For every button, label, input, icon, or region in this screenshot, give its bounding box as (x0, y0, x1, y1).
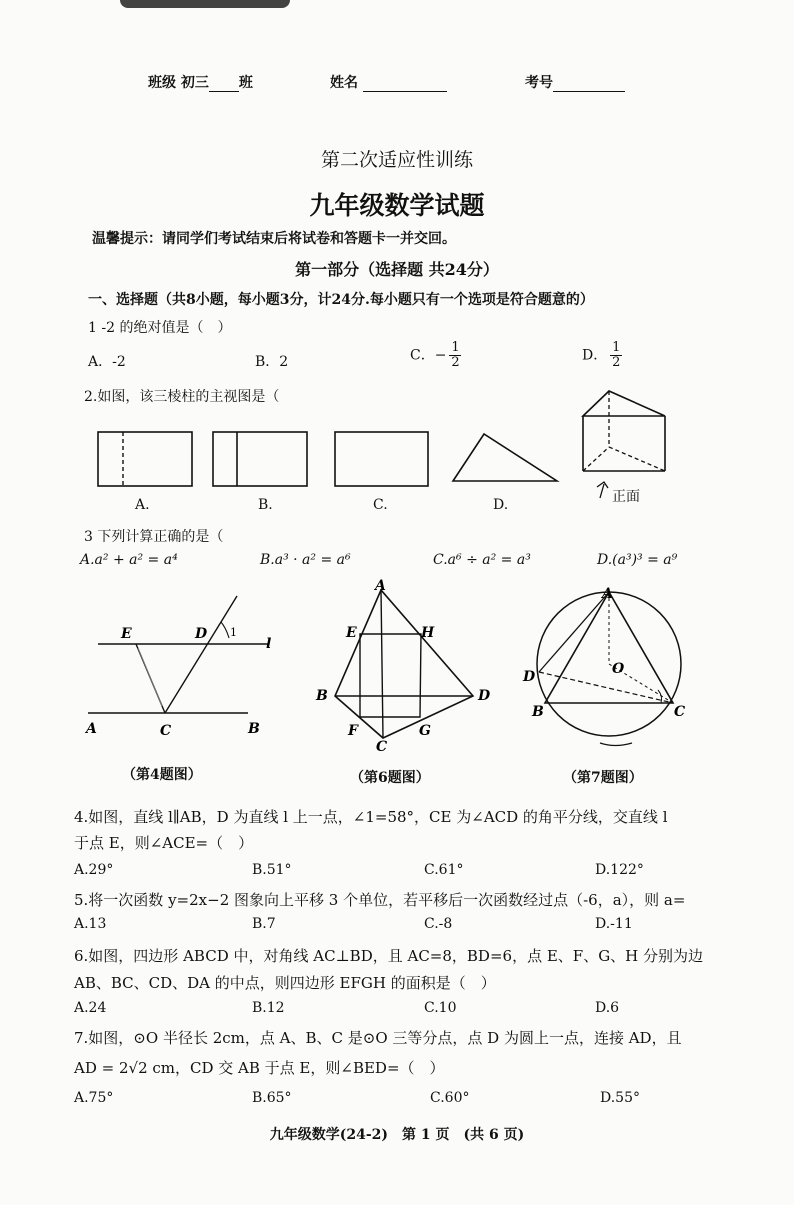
q2-figure-a[interactable] (98, 432, 192, 486)
q1-option-a[interactable]: A．-2 (88, 354, 126, 370)
fig6-point-h: H (421, 625, 435, 641)
fig4-diagram (84, 596, 271, 739)
class-field (148, 72, 253, 92)
page-footer: 九年级数学(24-2) 第 1 页 (共 6 页) (269, 1127, 525, 1143)
page-title: 九年级数学试题 (309, 191, 485, 220)
q1-c-den: 2 (451, 355, 460, 370)
q4-option-a[interactable]: A.29° (74, 862, 114, 878)
q3-option-c[interactable]: C.a⁶ ÷ a² = a³ (433, 552, 531, 568)
q1-d-prefix: D． (582, 347, 608, 364)
fig7-diagram (522, 586, 685, 746)
q2-figure-d[interactable] (453, 434, 557, 481)
fig4-point-c: C (160, 723, 172, 739)
q4-option-b[interactable]: B.51° (252, 862, 292, 878)
fig4-line-l: l (266, 636, 272, 652)
scan-smudge (120, 0, 290, 8)
exam-no-label: 考号 (525, 75, 553, 91)
fig7-center-o: O (612, 661, 625, 677)
fig7-point-a: A (602, 586, 613, 602)
fig6-diagram (315, 578, 491, 755)
fig6-point-f: F (348, 723, 358, 739)
tip-text: 温馨提示：请同学们考试结束后将试卷和答题卡一并交回。 (92, 231, 456, 247)
q7-option-c[interactable]: C.60° (430, 1090, 470, 1106)
q6-option-c[interactable]: C.10 (424, 1000, 457, 1016)
q2-label-b: B. (258, 497, 273, 513)
q2-figures (80, 380, 700, 520)
subtitle: 第二次适应性训练 (320, 149, 473, 171)
q4-option-c[interactable]: C.61° (424, 862, 464, 878)
q1-option-c[interactable] (410, 341, 461, 370)
exam-no-blank[interactable] (553, 75, 625, 92)
q6-option-b[interactable]: B.12 (252, 1000, 285, 1016)
q6-option-a[interactable]: A.24 (74, 1000, 107, 1016)
q7-line2: AD = 2√2 cm，CD 交 AB 于点 E，则∠BED=（ ） (74, 1059, 445, 1077)
fig6-caption: （第6题图） (350, 770, 430, 786)
fig6-point-b: B (316, 688, 328, 704)
q4-line1: 4.如图，直线 l∥AB，D 为直线 l 上一点，∠1=58°，CE 为∠ACD 的角平分线，交直线 l (74, 808, 668, 826)
fig7-point-c: C (674, 704, 686, 720)
q1-d-num: 1 (612, 340, 621, 355)
fig4-point-a: A (86, 721, 97, 737)
name-label: 姓名 (330, 75, 358, 91)
q3-option-d[interactable]: D.(a³)³ = a⁹ (597, 552, 678, 568)
front-label: 正面 (612, 489, 640, 505)
fig6-point-g: G (419, 723, 431, 739)
q7-option-b[interactable]: B.65° (252, 1090, 292, 1106)
exam-no-field (525, 72, 625, 92)
q2-stem: 2.如图，该三棱柱的主视图是（ (84, 389, 280, 405)
name-field (330, 72, 447, 92)
q7-option-d[interactable]: D.55° (600, 1090, 640, 1106)
fig6-point-c: C (376, 739, 388, 755)
q6-option-d[interactable]: D.6 (595, 1000, 620, 1016)
q3-stem: 3 下列计算正确的是（ (84, 529, 224, 545)
q2-label-c: C. (373, 497, 388, 513)
q3-option-a[interactable]: A.a² + a² = a⁴ (80, 552, 178, 568)
q6-line2: AB、BC、CD、DA 的中点，则四边形 EFGH 的面积是（ ） (74, 974, 496, 992)
q1-stem: 1 -2 的绝对值是（ ） (88, 320, 232, 336)
fig4-caption: （第4题图） (122, 767, 202, 783)
fig7-caption: （第7题图） (563, 770, 643, 786)
q4-option-d[interactable]: D.122° (595, 862, 644, 878)
q1-c-prefix: C．− (410, 347, 447, 364)
q2-label-d: D. (493, 497, 509, 513)
fig4-point-d: D (195, 626, 208, 642)
q2-label-a: A. (135, 497, 150, 513)
q1-option-b[interactable]: B．2 (255, 354, 289, 370)
q1-option-d[interactable] (582, 341, 622, 370)
prism-figure (583, 391, 665, 498)
q5-option-b[interactable]: B.7 (252, 916, 276, 932)
q1-d-fraction (610, 341, 622, 370)
class-label: 班级 初三 (148, 75, 209, 91)
fig7-point-d: D (523, 669, 536, 685)
q1-c-fraction (449, 341, 461, 370)
q4-line2: 于点 E，则∠ACE=（ ） (74, 834, 254, 852)
fig6-point-a: A (375, 578, 386, 594)
fig6-point-d: D (478, 688, 491, 704)
name-blank[interactable] (363, 75, 447, 92)
q3-option-b[interactable]: B.a³ · a² = a⁶ (260, 552, 351, 568)
q2-figure-b[interactable] (213, 432, 307, 486)
q5-option-a[interactable]: A.13 (74, 916, 107, 932)
part1-heading: 第一部分（选择题 共24分） (295, 260, 499, 279)
section-title: 一、选择题（共8小题，每小题3分，计24分.每小题只有一个选项是符合题意的） (88, 292, 594, 308)
q5-option-d[interactable]: D.-11 (595, 916, 633, 932)
fig4-point-e: E (121, 626, 132, 642)
fig7-point-b: B (532, 704, 544, 720)
q7-option-a[interactable]: A.75° (74, 1090, 114, 1106)
q2-figure-c[interactable] (335, 432, 428, 486)
q5-line1: 5.将一次函数 y=2x−2 图象向上平移 3 个单位，若平移后一次函数经过点（-6，a），则 a= (74, 891, 686, 909)
class-blank[interactable] (209, 75, 239, 92)
figures-row (80, 578, 720, 758)
fig4-angle-1: 1 (230, 626, 237, 639)
q7-line1: 7.如图，⊙O 半径长 2cm，点 A、B、C 是⊙O 三等分点，点 D 为圆上一点，连接 AD，且 (74, 1029, 682, 1047)
q1-c-num: 1 (451, 340, 460, 355)
fig6-point-e: E (346, 625, 357, 641)
class-suffix: 班 (238, 75, 253, 91)
q6-line1: 6.如图，四边形 ABCD 中，对角线 AC⊥BD，且 AC=8，BD=6，点 E、F、G、H 分别为边 (74, 947, 704, 965)
q1-d-den: 2 (612, 355, 621, 370)
fig4-point-b: B (248, 721, 260, 737)
q5-option-c[interactable]: C.-8 (424, 916, 453, 932)
